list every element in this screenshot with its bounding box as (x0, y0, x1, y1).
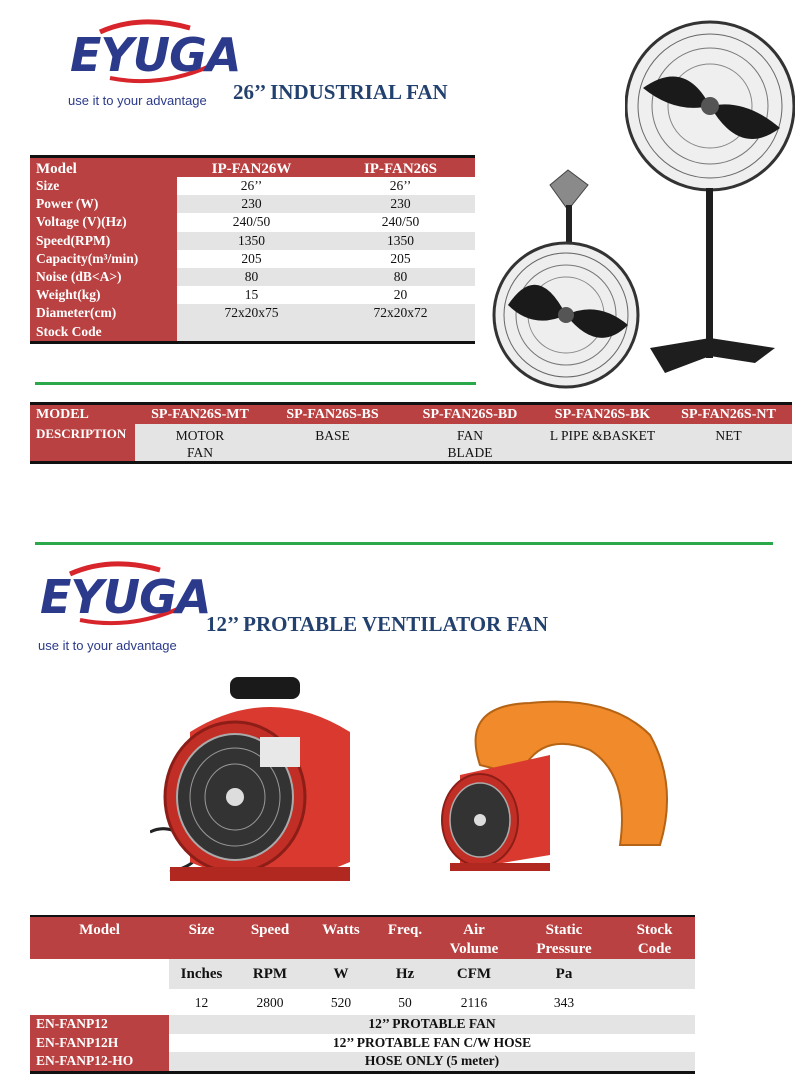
vent-values-blank (30, 989, 169, 1015)
spec-label: Noise (dB<A>) (30, 268, 177, 286)
logo-wordmark: EYUGA (40, 570, 211, 624)
table-bottom-rule (30, 1071, 695, 1074)
vent-model-row (30, 1052, 695, 1071)
spec-label: Weight(kg) (30, 286, 177, 304)
spare-parts-table (30, 402, 792, 464)
vent-value: 50 (398, 995, 412, 1010)
parts-desc-line: BASE (315, 428, 350, 443)
vent-unit: RPM (252, 966, 288, 982)
vent-unit: CFM (456, 966, 492, 982)
spec-label: Speed(RPM) (30, 232, 177, 250)
brand-logo-top (68, 18, 241, 108)
vent-unit-blank (614, 959, 695, 989)
parts-code: SP-FAN26S-BS (286, 407, 379, 422)
parts-desc-cell (400, 424, 540, 461)
parts-desc-cell (665, 424, 792, 461)
vent-units-blank (30, 959, 169, 989)
spec-row-speed (30, 232, 475, 250)
wall-fan-image (488, 165, 648, 390)
parts-desc-line: FAN (456, 428, 483, 443)
parts-desc-cell (135, 424, 265, 461)
vent-value: 12 (194, 995, 209, 1010)
parts-header-row (30, 402, 792, 424)
fan-with-hose-image (420, 695, 680, 875)
vent-unit: Inches (180, 966, 223, 982)
brand-logo-bottom (38, 560, 211, 655)
parts-description-row (30, 424, 792, 464)
spec-cell: 72x20x72 (326, 304, 475, 322)
spec-label: Diameter(cm) (30, 304, 177, 322)
spec-cell: 240/50 (177, 213, 326, 231)
logo-tagline: use it to your advantage (68, 93, 207, 108)
vent-value: 343 (553, 995, 575, 1010)
ventilator-fan-title: 12’’ PROTABLE VENTILATOR FAN (206, 612, 549, 636)
vent-unit: Hz (395, 966, 415, 982)
spec-label: Voltage (V)(Hz) (30, 213, 177, 231)
spec-row-stock-code (30, 323, 475, 341)
parts-code: SP-FAN26S-BK (554, 407, 651, 422)
ventilator-spec-table (30, 915, 695, 1074)
parts-model-label: MODEL (36, 407, 89, 422)
vent-header-air-line1: Air (463, 922, 485, 938)
vent-values-row (30, 989, 695, 1015)
vent-header-air (434, 917, 514, 959)
vent-header-static-line1: Static (545, 922, 583, 938)
vent-header-speed: Speed (250, 922, 290, 938)
vent-units-row (30, 959, 695, 989)
vent-header-static-line2: Pressure (536, 941, 592, 957)
industrial-fan-title: 26’’ INDUSTRIAL FAN (233, 80, 448, 104)
spec-row-noise (30, 268, 475, 286)
vent-header-freq: Freq. (387, 922, 423, 938)
spec-cell: 230 (326, 195, 475, 213)
vent-value-blank (614, 989, 695, 1015)
spec-row-capacity (30, 250, 475, 268)
spec-cell: 26’’ (177, 177, 326, 195)
vent-model-desc: 12’’ PROTABLE FAN (169, 1015, 695, 1034)
spec-label: Capacity(m³/min) (30, 250, 177, 268)
stand-fan-image (625, 18, 795, 383)
vent-model-code: EN-FANP12H (30, 1034, 169, 1053)
spec-row-weight (30, 286, 475, 304)
vent-header-row (30, 915, 695, 959)
spec-header-label: Model (30, 158, 177, 177)
portable-fan-image (150, 672, 370, 897)
spec-cell: 80 (177, 268, 326, 286)
parts-code: SP-FAN26S-MT (151, 407, 249, 422)
spec-cell: 80 (326, 268, 475, 286)
section-divider-line (35, 542, 773, 545)
spec-header-col1: IP-FAN26W (177, 158, 326, 177)
spec-row-size (30, 177, 475, 195)
vent-value: 2800 (256, 995, 284, 1010)
parts-code: SP-FAN26S-BD (422, 407, 518, 422)
vent-header-stock (614, 917, 695, 959)
spec-row-power (30, 195, 475, 213)
parts-desc-line: NET (715, 428, 742, 443)
industrial-fan-spec-table (30, 155, 475, 344)
spec-cell: 15 (177, 286, 326, 304)
divider-line (35, 382, 476, 385)
vent-header-watts: Watts (322, 922, 360, 938)
vent-header-stock-line1: Stock (636, 922, 673, 938)
spec-cell: 26’’ (326, 177, 475, 195)
spec-cell (326, 323, 475, 341)
vent-header-size: Size (188, 922, 215, 938)
spec-cell: 1350 (326, 232, 475, 250)
vent-header-static (514, 917, 614, 959)
spec-cell: 1350 (177, 232, 326, 250)
vent-header-model: Model (79, 922, 120, 938)
spec-cell: 205 (326, 250, 475, 268)
parts-desc-line: MOTOR (175, 428, 225, 443)
parts-desc-cell (540, 424, 665, 461)
spec-row-voltage (30, 213, 475, 231)
vent-model-code: EN-FANP12 (30, 1015, 169, 1034)
spec-row-diameter (30, 304, 475, 322)
spec-cell: 72x20x75 (177, 304, 326, 322)
spec-cell: 205 (177, 250, 326, 268)
parts-desc-cell (265, 424, 400, 461)
spec-label: Size (30, 177, 177, 195)
spec-label: Stock Code (30, 323, 177, 341)
vent-model-desc: 12’’ PROTABLE FAN C/W HOSE (169, 1034, 695, 1053)
spec-cell: 20 (326, 286, 475, 304)
spec-label: Power (W) (30, 195, 177, 213)
spec-header-col2: IP-FAN26S (326, 158, 475, 177)
parts-description-label: DESCRIPTION (30, 424, 135, 461)
vent-model-row (30, 1015, 695, 1034)
vent-header-stock-line2: Code (637, 941, 672, 957)
logo-wordmark: EYUGA (70, 28, 241, 82)
spec-cell: 230 (177, 195, 326, 213)
parts-desc-line: L PIPE &BASKET (549, 428, 656, 443)
parts-desc-line: BLADE (447, 445, 493, 460)
vent-model-row (30, 1034, 695, 1053)
parts-desc-line: FAN (186, 445, 213, 460)
parts-code: SP-FAN26S-NT (681, 407, 776, 422)
spec-cell (177, 323, 326, 341)
spec-cell: 240/50 (326, 213, 475, 231)
vent-unit: Pa (555, 966, 573, 982)
logo-tagline: use it to your advantage (38, 638, 177, 653)
vent-value: 2116 (460, 995, 488, 1010)
vent-model-code: EN-FANP12-HO (30, 1052, 169, 1071)
vent-header-air-line2: Volume (449, 941, 499, 957)
vent-value: 520 (330, 995, 352, 1010)
vent-model-desc: HOSE ONLY (5 meter) (169, 1052, 695, 1071)
spec-header-row (30, 155, 475, 177)
vent-unit: W (333, 966, 349, 982)
